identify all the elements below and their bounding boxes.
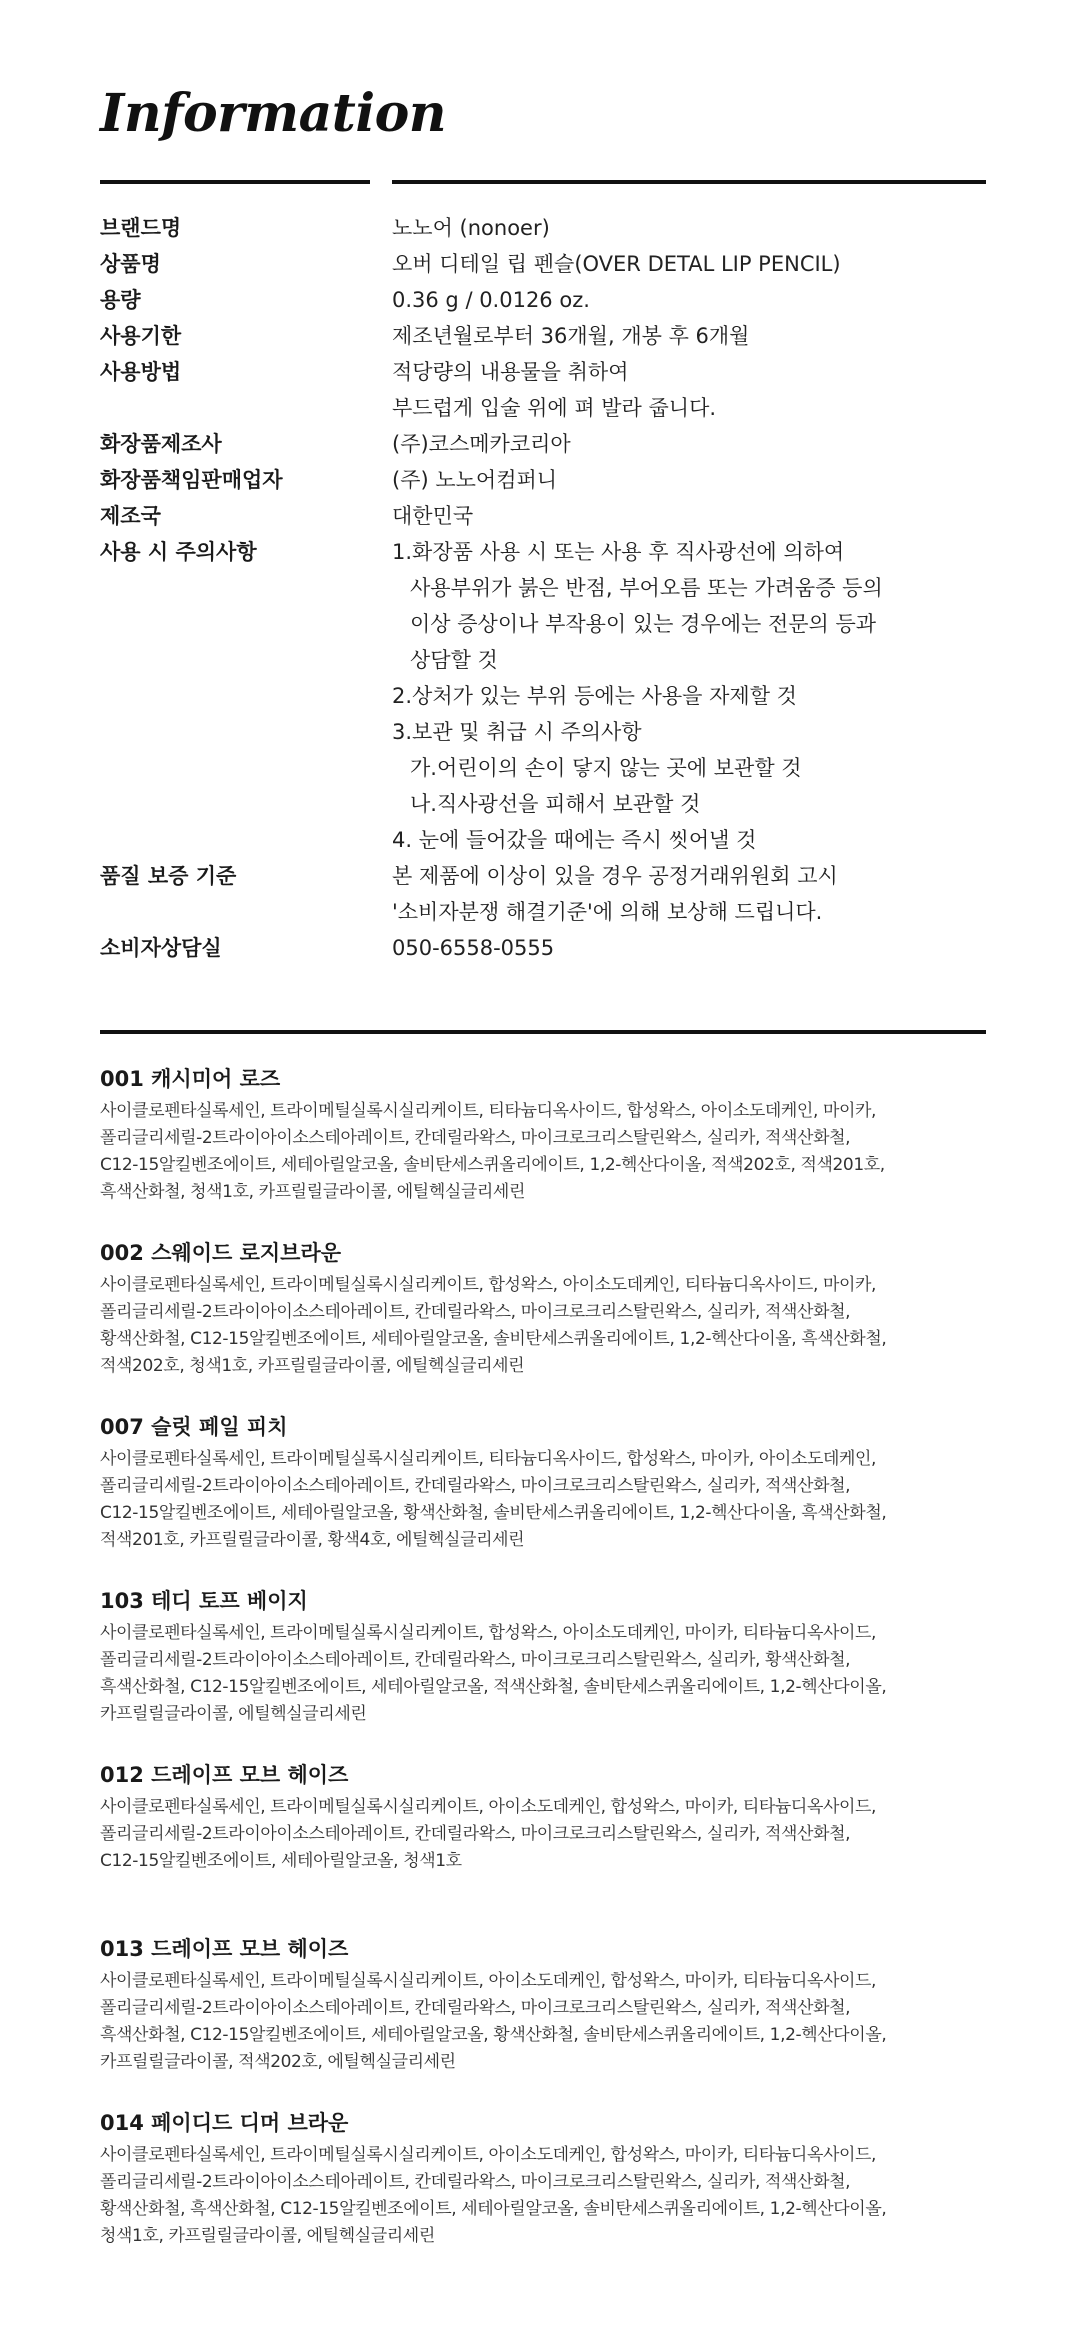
info-value-line: 0.36 g / 0.0126 oz.: [392, 288, 590, 312]
ingredient-line: 흑색산화철, C12-15알킬벤조에이트, 세테아릴알코올, 황색산화철, 솔비탄세스퀴올리에이트, 1,2-헥산다이올,: [100, 2025, 887, 2045]
ingredient-line: C12-15알킬벤조에이트, 세테아릴알코올, 황색산화철, 솔비탄세스퀴올리에이트, 1,2-헥산다이올, 흑색산화철,: [100, 1503, 887, 1523]
info-table: [100, 210, 986, 966]
ingredient-line: 흑색산화철, 청색1호, 카프릴릴글라이콜, 에틸헥실글리세린: [100, 1182, 525, 1202]
info-label: 사용방법: [100, 360, 182, 384]
ingredient-line: 폴리글리세릴-2트라이아이소스테아레이트, 칸데릴라왁스, 마이크로크리스탈린왁스, 실리카, 적색산화철,: [100, 1128, 851, 1148]
info-label: 사용기한: [100, 324, 182, 348]
info-value-line: 이상 증상이나 부작용이 있는 경우에는 전문의 등과: [410, 612, 877, 636]
info-value: [392, 318, 986, 354]
info-value: [392, 930, 986, 966]
info-label: 화장품책임판매업자: [100, 468, 283, 492]
title-divider-right: [392, 180, 986, 184]
info-value: [392, 426, 986, 462]
info-row: [100, 210, 986, 246]
product-ingredient-block: [100, 1062, 986, 1234]
ingredient-line: 황색산화철, C12-15알킬벤조에이트, 세테아릴알코올, 솔비탄세스퀴올리에이트, 1,2-헥산다이올, 흑색산화철,: [100, 1329, 887, 1349]
ingredient-line: 사이클로펜타실록세인, 트라이메틸실록시실리케이트, 아이소도데케인, 합성왁스, 마이카, 티타늄디옥사이드,: [100, 1797, 877, 1817]
ingredient-line: 카프릴릴글라이콜, 적색202호, 에틸헥실글리세린: [100, 2052, 456, 2072]
info-row: [100, 534, 986, 858]
info-row: [100, 354, 986, 426]
info-value-line: 상담할 것: [410, 648, 498, 672]
ingredient-line: 청색1호, 카프릴릴글라이콜, 에틸헥실글리세린: [100, 2226, 435, 2246]
info-value-line: 부드럽게 입술 위에 펴 발라 줍니다.: [392, 396, 717, 420]
product-shade-name: 001 캐시미어 로즈: [100, 1067, 281, 1091]
info-value-line: (주) 노노어컴퍼니: [392, 468, 558, 492]
ingredient-line: 폴리글리세릴-2트라이아이소스테아레이트, 칸데릴라왁스, 마이크로크리스탈린왁스, 실리카, 적색산화철,: [100, 1302, 851, 1322]
product-ingredient-block: [100, 1236, 986, 1408]
ingredient-line: 황색산화철, 흑색산화철, C12-15알킬벤조에이트, 세테아릴알코올, 솔비탄세스퀴올리에이트, 1,2-헥산다이올,: [100, 2199, 887, 2219]
info-label: 화장품제조사: [100, 432, 222, 456]
info-row: [100, 426, 986, 462]
info-value-line: 사용부위가 붉은 반점, 부어오름 또는 가려움증 등의: [410, 576, 883, 600]
info-row: [100, 930, 986, 966]
product-ingredients: [100, 1098, 986, 1206]
info-value: [392, 210, 986, 246]
product-ingredients: [100, 1446, 986, 1554]
info-value: [392, 534, 986, 858]
ingredient-line: 적색202호, 청색1호, 카프릴릴글라이콜, 에틸헥실글리세린: [100, 1356, 525, 1376]
info-row: [100, 318, 986, 354]
info-label: 상품명: [100, 252, 161, 276]
product-shade-name: 012 드레이프 모브 헤이즈: [100, 1763, 349, 1787]
ingredient-line: 사이클로펜타실록세인, 트라이메틸실록시실리케이트, 아이소도데케인, 합성왁스, 마이카, 티타늄디옥사이드,: [100, 2145, 877, 2165]
info-value-line: 노노어 (nonoer): [392, 216, 550, 240]
info-value-line: 050-6558-0555: [392, 936, 555, 960]
info-value: [392, 282, 986, 318]
ingredient-line: 폴리글리세릴-2트라이아이소스테아레이트, 칸데릴라왁스, 마이크로크리스탈린왁스, 실리카, 적색산화철,: [100, 1476, 851, 1496]
ingredient-line: 사이클로펜타실록세인, 트라이메틸실록시실리케이트, 합성왁스, 아이소도데케인, 티타늄디옥사이드, 마이카,: [100, 1275, 877, 1295]
product-ingredients: [100, 2142, 986, 2250]
info-value: [392, 858, 986, 930]
product-ingredients: [100, 1620, 986, 1728]
info-value-line: 대한민국: [392, 504, 474, 528]
info-value: [392, 354, 986, 426]
product-ingredient-block: [100, 1584, 986, 1756]
info-value-line: 가.어린이의 손이 닿지 않는 곳에 보관할 것: [410, 756, 802, 780]
ingredient-line: 사이클로펜타실록세인, 트라이메틸실록시실리케이트, 티타늄디옥사이드, 합성왁스, 마이카, 아이소도데케인,: [100, 1449, 877, 1469]
info-value-line: 본 제품에 이상이 있을 경우 공정거래위원회 고시: [392, 864, 838, 888]
product-ingredient-block: [100, 1410, 986, 1582]
product-shade-name: 007 슬릿 페일 피치: [100, 1415, 288, 1439]
info-row: [100, 498, 986, 534]
ingredient-line: C12-15알킬벤조에이트, 세테아릴알코올, 청색1호: [100, 1851, 462, 1871]
ingredient-line: C12-15알킬벤조에이트, 세테아릴알코올, 솔비탄세스퀴올리에이트, 1,2-헥산다이올, 적색202호, 적색201호,: [100, 1155, 885, 1175]
info-value-line: 제조년월로부터 36개월, 개봉 후 6개월: [392, 324, 750, 348]
product-ingredient-block: [100, 2106, 986, 2278]
title-divider-left: [100, 180, 370, 184]
ingredients-list: [100, 1060, 986, 2278]
info-label: 소비자상담실: [100, 936, 222, 960]
ingredient-line: 사이클로펜타실록세인, 트라이메틸실록시실리케이트, 아이소도데케인, 합성왁스, 마이카, 티타늄디옥사이드,: [100, 1971, 877, 1991]
product-shade-name: 014 페이디드 디머 브라운: [100, 2111, 349, 2135]
info-row: [100, 282, 986, 318]
info-value: [392, 246, 986, 282]
product-ingredients: [100, 1968, 986, 2076]
product-shade-name: 002 스웨이드 로지브라운: [100, 1241, 342, 1265]
page-title: Information: [100, 83, 447, 144]
info-label: 제조국: [100, 504, 161, 528]
product-ingredients: [100, 1794, 986, 1875]
info-value-line: 3.보관 및 취급 시 주의사항: [392, 720, 642, 744]
info-label: 브랜드명: [100, 216, 182, 240]
ingredient-line: 사이클로펜타실록세인, 트라이메틸실록시실리케이트, 티타늄디옥사이드, 합성왁스, 아이소도데케인, 마이카,: [100, 1101, 877, 1121]
product-shade-name: 013 드레이프 모브 헤이즈: [100, 1937, 349, 1961]
ingredient-line: 폴리글리세릴-2트라이아이소스테아레이트, 칸데릴라왁스, 마이크로크리스탈린왁스, 실리카, 적색산화철,: [100, 1824, 851, 1844]
info-value-line: 나.직사광선을 피해서 보관할 것: [410, 792, 701, 816]
ingredient-line: 흑색산화철, C12-15알킬벤조에이트, 세테아릴알코올, 적색산화철, 솔비탄세스퀴올리에이트, 1,2-헥산다이올,: [100, 1677, 887, 1697]
info-value-line: 오버 디테일 립 펜슬(OVER DETAL LIP PENCIL): [392, 252, 841, 276]
product-ingredient-block: [100, 1932, 986, 2104]
section-divider: [100, 1030, 986, 1034]
product-ingredients: [100, 1272, 986, 1380]
info-value-line: 1.화장품 사용 시 또는 사용 후 직사광선에 의하여: [392, 540, 845, 564]
ingredient-line: 폴리글리세릴-2트라이아이소스테아레이트, 칸데릴라왁스, 마이크로크리스탈린왁스, 실리카, 적색산화철,: [100, 2172, 851, 2192]
ingredient-line: 사이클로펜타실록세인, 트라이메틸실록시실리케이트, 합성왁스, 아이소도데케인, 마이카, 티타늄디옥사이드,: [100, 1623, 877, 1643]
ingredient-line: 적색201호, 카프릴릴글라이콜, 황색4호, 에틸헥실글리세린: [100, 1530, 525, 1550]
ingredient-line: 폴리글리세릴-2트라이아이소스테아레이트, 칸데릴라왁스, 마이크로크리스탈린왁스, 실리카, 황색산화철,: [100, 1650, 851, 1670]
info-value-line: 2.상처가 있는 부위 등에는 사용을 자제할 것: [392, 684, 797, 708]
product-shade-name: 103 테디 토프 베이지: [100, 1589, 308, 1613]
info-row: [100, 246, 986, 282]
info-label: 사용 시 주의사항: [100, 540, 257, 564]
info-row: [100, 462, 986, 498]
info-value-line: 4. 눈에 들어갔을 때에는 즉시 씻어낼 것: [392, 828, 757, 852]
product-ingredient-block: [100, 1758, 986, 1930]
info-row: [100, 858, 986, 930]
info-value-line: (주)코스메카코리아: [392, 432, 571, 456]
info-value-line: 적당량의 내용물을 취하여: [392, 360, 629, 384]
info-value: [392, 462, 986, 498]
info-value-line: '소비자분쟁 해결기준'에 의해 보상해 드립니다.: [392, 900, 823, 924]
ingredient-line: 카프릴릴글라이콜, 에틸헥실글리세린: [100, 1704, 367, 1724]
info-label: 품질 보증 기준: [100, 864, 237, 888]
info-label: 용량: [100, 288, 141, 312]
info-value: [392, 498, 986, 534]
ingredient-line: 폴리글리세릴-2트라이아이소스테아레이트, 칸데릴라왁스, 마이크로크리스탈린왁스, 실리카, 적색산화철,: [100, 1998, 851, 2018]
